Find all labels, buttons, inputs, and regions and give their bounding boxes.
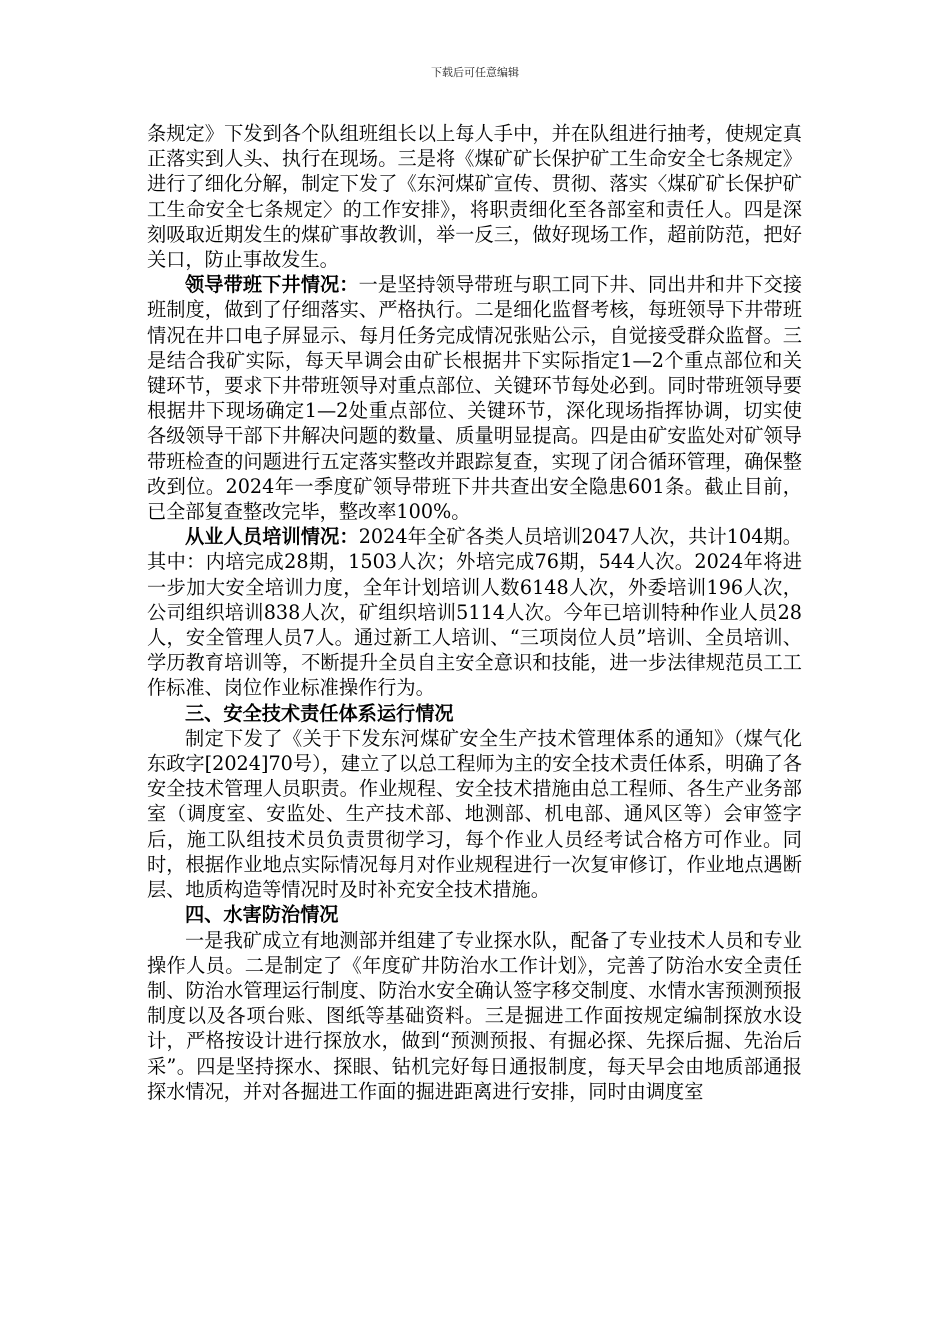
document-body [147, 121, 802, 1104]
paragraph-leader-shift [147, 272, 802, 524]
paragraph-body-leader-shift: 一是坚持领导带班与职工同下井、同出井和井下交接班制度，做到了仔细落实、严格执行。二是细化监督考核，每班领导下井带班情况在井口电子屏显示、每月任务完成情况张贴公示，自觉接受群众监督。三是结合我矿实际，每天早调会由矿长根据井下实际指定1—2个重点部位和关键环节，要求下井带班领导对重点部位、关键环节每处必到。同时带班领导要根据井下现场确定1—2处重点部位、关键环节，深化现场指挥协调，切实使各级领导干部下井解决问题的数量、质量明显提高。四是由矿安监处对矿领导带班检查的问题进行五定落实整改并跟踪复查，实现了闭合循环管理，确保整改到位。2024年一季度矿领导带班下井共查出安全隐患601条。截止目前，已全部复查整改完毕，整改率100%。 [147, 273, 803, 524]
paragraph-lead-leader-shift: 领导带班下井情况： [185, 273, 359, 297]
paragraph-staff-training [147, 524, 802, 700]
paragraph-body-staff-training: 2024年全矿各类人员培训2047人次，共计104期。其中：内培完成28期，1503人次；外培完成76期，544人次。2024年将进一步加大安全培训力度，全年计划培训人数6148人次，外委培训196人次，公司组织培训838人次，矿组织培训5114人次。今年已培训特种作业人员28人，安全管理人员7人。通过新工人培训、“三项岗位人员”培训、全员培训、学历教育培训等，不断提升全员自主安全意识和技能，进一步法律规范员工工作标准、岗位作业标准操作行为。 [147, 525, 802, 700]
paragraph-seven-rules: 条规定》下发到各个队组班组长以上每人手中，并在队组进行抽考，使规定真正落实到人头、执行在现场。三是将《煤矿矿长保护矿工生命安全七条规定》进行了细化分解，制定下发了《东河煤矿宣传、贯彻、落实〈煤矿矿长保护矿工生命安全七条规定〉的工作安排》，将职责细化至各部室和责任人。四是深刻吸取近期发生的煤矿事故教训，举一反三，做好现场工作，超前防范，把好关口，防止事故发生。 [147, 122, 802, 272]
paragraph-tech-responsibility: 制定下发了《关于下发东河煤矿安全生产技术管理体系的通知》（煤气化东政字[2024]70号），建立了以总工程师为主的安全技术责任体系，明确了各安全技术管理人员职责。作业规程、安全技术措施由总工程师、各生产业务部室（调度室、安监处、生产技术部、地测部、机电部、通风区等）会审签字后，施工队组技术员负责贯彻学习，每个作业人员经考试合格方可作业。同时，根据作业地点实际情况每月对作业规程进行一次复审修订，作业地点遇断层、地质构造等情况时及时补充安全技术措施。 [147, 726, 802, 902]
section-heading-water-hazard: 四、水害防治情况 [185, 903, 339, 927]
section-heading-tech-responsibility: 三、安全技术责任体系运行情况 [185, 701, 454, 725]
paragraph-water-hazard: 一是我矿成立有地测部并组建了专业探水队，配备了专业技术人员和专业操作人员。二是制定了《年度矿井防治水工作计划》，完善了防治水安全责任制、防治水管理运行制度、防治水安全确认签字移交制度、水情水害预测预报制度以及各项台账、图纸等基础资料。三是掘进工作面按规定编制探放水设计，严格按设计进行探放水，做到“预测预报、有掘必探、先探后掘、先治后采”。四是坚持探水、探眼、钻机完好每日通报制度，每天早会由地质部通报探水情况，并对各掘进工作面的掘进距离进行安排，同时由调度室 [147, 928, 802, 1103]
paragraph-lead-staff-training: 从业人员培训情况： [185, 525, 359, 549]
page-header: 下载后可任意编辑 [431, 66, 519, 79]
